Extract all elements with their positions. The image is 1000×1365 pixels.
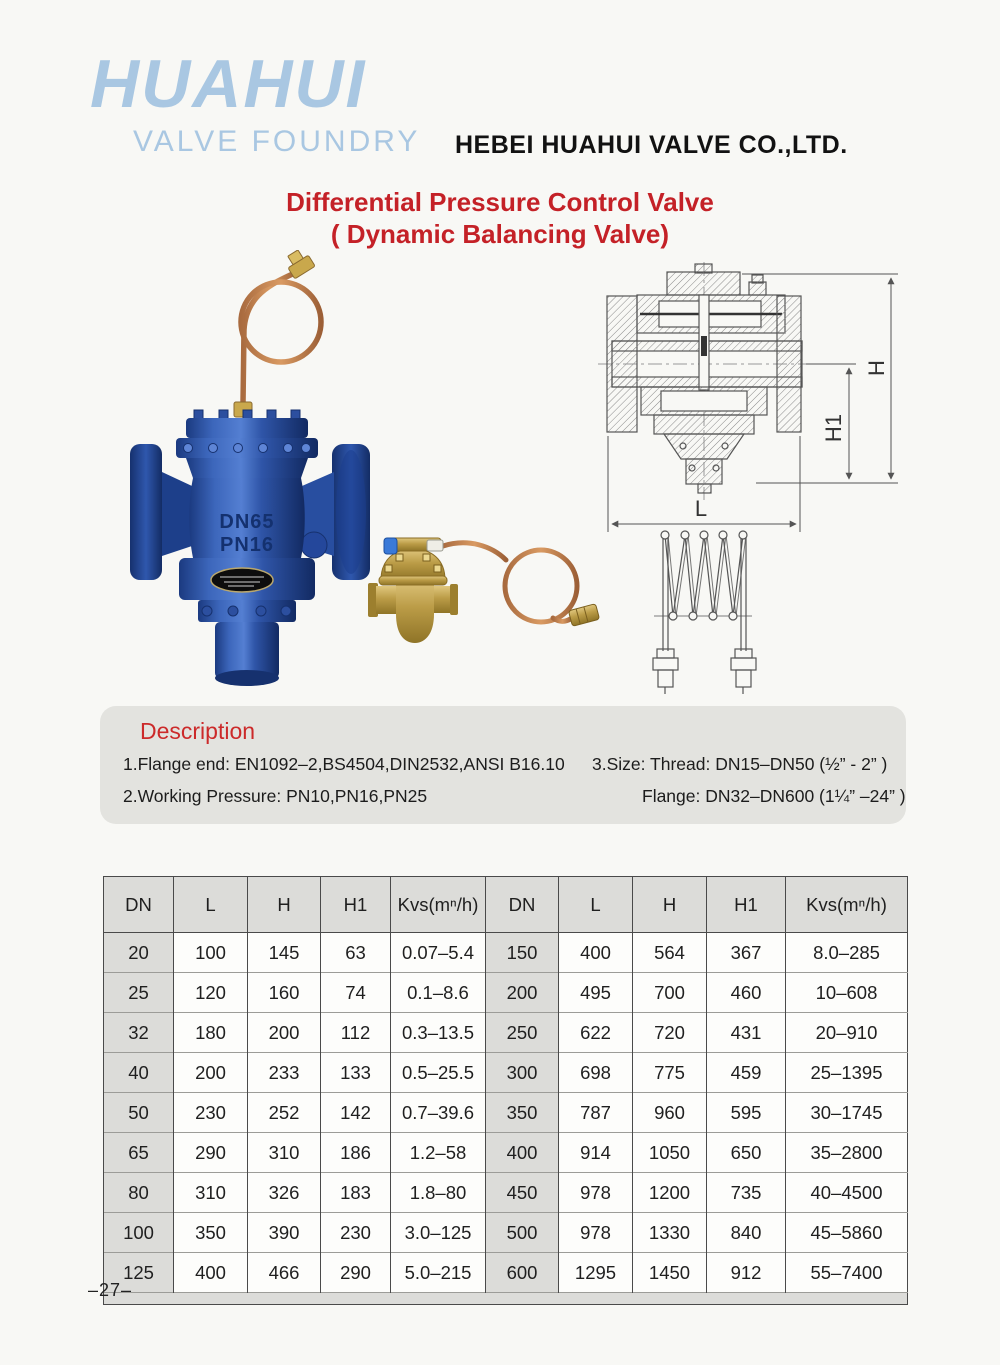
column-header: H xyxy=(633,877,707,933)
blue-valve-photo xyxy=(130,250,370,686)
table-row xyxy=(104,1293,908,1305)
column-header: L xyxy=(174,877,248,933)
dn-cell: 500 xyxy=(486,1213,559,1253)
dimensions-table xyxy=(103,876,908,1305)
value-cell: 720 xyxy=(633,1013,707,1053)
value-cell: 0.5–25.5 xyxy=(391,1053,486,1093)
dim-label-h: H xyxy=(864,360,889,376)
table-row xyxy=(104,973,908,1013)
column-header: H1 xyxy=(707,877,786,933)
column-header: Kvs(mⁿ/h) xyxy=(786,877,908,933)
table-bottom-strip xyxy=(104,1293,908,1305)
value-cell: 63 xyxy=(321,933,391,973)
dn-cell: 150 xyxy=(486,933,559,973)
value-cell: 40–4500 xyxy=(786,1173,908,1213)
value-cell: 310 xyxy=(248,1133,321,1173)
table-row xyxy=(104,933,908,973)
value-cell: 978 xyxy=(559,1173,633,1213)
description-item-size-thread: 3.Size: Thread: DN15–DN50 (½” - 2” ) xyxy=(592,754,888,774)
value-cell: 8.0–285 xyxy=(786,933,908,973)
table-row xyxy=(104,1213,908,1253)
value-cell: 390 xyxy=(248,1213,321,1253)
value-cell: 160 xyxy=(248,973,321,1013)
column-header: DN xyxy=(104,877,174,933)
value-cell: 10–608 xyxy=(786,973,908,1013)
value-cell: 0.07–5.4 xyxy=(391,933,486,973)
table-row xyxy=(104,1253,908,1293)
value-cell: 142 xyxy=(321,1093,391,1133)
value-cell: 30–1745 xyxy=(786,1093,908,1133)
value-cell: 0.7–39.6 xyxy=(391,1093,486,1133)
page-number: –27– xyxy=(88,1280,133,1300)
value-cell: 460 xyxy=(707,973,786,1013)
dn-cell: 200 xyxy=(486,973,559,1013)
brass-valve-blue-cap xyxy=(384,538,397,554)
value-cell: 400 xyxy=(174,1253,248,1293)
value-cell: 735 xyxy=(707,1173,786,1213)
column-header: H1 xyxy=(321,877,391,933)
description-heading: Description xyxy=(140,718,256,744)
logo-subtitle: VALVE FOUNDRY xyxy=(133,125,421,158)
dn-cell: 100 xyxy=(104,1213,174,1253)
value-cell: 183 xyxy=(321,1173,391,1213)
brass-valve-photo xyxy=(368,538,600,643)
value-cell: 1200 xyxy=(633,1173,707,1213)
value-cell: 1295 xyxy=(559,1253,633,1293)
dn-cell: 32 xyxy=(104,1013,174,1053)
value-cell: 775 xyxy=(633,1053,707,1093)
value-cell: 595 xyxy=(707,1093,786,1133)
value-cell: 495 xyxy=(559,973,633,1013)
value-cell: 700 xyxy=(633,973,707,1013)
dn-cell: 125 xyxy=(104,1253,174,1293)
blue-valve-marking-dn: DN65 xyxy=(219,511,275,533)
value-cell: 326 xyxy=(248,1173,321,1213)
value-cell: 45–5860 xyxy=(786,1213,908,1253)
value-cell: 35–2800 xyxy=(786,1133,908,1173)
dn-cell: 20 xyxy=(104,933,174,973)
dn-cell: 600 xyxy=(486,1253,559,1293)
value-cell: 1050 xyxy=(633,1133,707,1173)
product-title-line2: ( Dynamic Balancing Valve) xyxy=(330,219,670,249)
value-cell: 912 xyxy=(707,1253,786,1293)
table-row xyxy=(104,1053,908,1093)
value-cell: 230 xyxy=(321,1213,391,1253)
dn-cell: 400 xyxy=(486,1133,559,1173)
value-cell: 0.3–13.5 xyxy=(391,1013,486,1053)
table-row xyxy=(104,1093,908,1133)
value-cell: 252 xyxy=(248,1093,321,1133)
value-cell: 840 xyxy=(707,1213,786,1253)
value-cell: 200 xyxy=(174,1053,248,1093)
value-cell: 350 xyxy=(174,1213,248,1253)
dn-cell: 40 xyxy=(104,1053,174,1093)
value-cell: 564 xyxy=(633,933,707,973)
value-cell: 1330 xyxy=(633,1213,707,1253)
company-name: HEBEI HUAHUI VALVE CO.,LTD. xyxy=(455,131,848,159)
value-cell: 290 xyxy=(321,1253,391,1293)
capillary-tube-drawing xyxy=(653,531,756,694)
value-cell: 186 xyxy=(321,1133,391,1173)
valve-nameplate xyxy=(211,568,273,592)
dn-cell: 50 xyxy=(104,1093,174,1133)
value-cell: 914 xyxy=(559,1133,633,1173)
value-cell: 459 xyxy=(707,1053,786,1093)
value-cell: 133 xyxy=(321,1053,391,1093)
value-cell: 20–910 xyxy=(786,1013,908,1053)
description-item-working-pressure: 2.Working Pressure: PN10,PN16,PN25 xyxy=(123,786,428,806)
value-cell: 100 xyxy=(174,933,248,973)
value-cell: 650 xyxy=(707,1133,786,1173)
value-cell: 431 xyxy=(707,1013,786,1053)
dn-cell: 350 xyxy=(486,1093,559,1133)
dn-cell: 65 xyxy=(104,1133,174,1173)
dn-cell: 300 xyxy=(486,1053,559,1093)
value-cell: 120 xyxy=(174,973,248,1013)
dn-cell: 80 xyxy=(104,1173,174,1213)
table-row xyxy=(104,1173,908,1213)
value-cell: 0.1–8.6 xyxy=(391,973,486,1013)
dn-cell: 25 xyxy=(104,973,174,1013)
logo-huahui: HUAHUI xyxy=(90,46,367,122)
description-item-flange-end: 1.Flange end: EN1092–2,BS4504,DIN2532,ANSI B16.10 xyxy=(123,754,565,774)
dim-label-h1: H1 xyxy=(821,413,846,443)
value-cell: 787 xyxy=(559,1093,633,1133)
value-cell: 622 xyxy=(559,1013,633,1053)
blue-valve-marking-pn: PN16 xyxy=(219,534,275,556)
value-cell: 310 xyxy=(174,1173,248,1213)
value-cell: 55–7400 xyxy=(786,1253,908,1293)
table-row xyxy=(104,1133,908,1173)
value-cell: 400 xyxy=(559,933,633,973)
column-header: DN xyxy=(486,877,559,933)
value-cell: 200 xyxy=(248,1013,321,1053)
table-row xyxy=(104,1013,908,1053)
value-cell: 112 xyxy=(321,1013,391,1053)
value-cell: 466 xyxy=(248,1253,321,1293)
value-cell: 698 xyxy=(559,1053,633,1093)
value-cell: 233 xyxy=(248,1053,321,1093)
value-cell: 180 xyxy=(174,1013,248,1053)
table-footer-strip xyxy=(104,1293,908,1305)
dn-cell: 450 xyxy=(486,1173,559,1213)
column-header: L xyxy=(559,877,633,933)
value-cell: 5.0–215 xyxy=(391,1253,486,1293)
value-cell: 290 xyxy=(174,1133,248,1173)
value-cell: 1.8–80 xyxy=(391,1173,486,1213)
value-cell: 367 xyxy=(707,933,786,973)
value-cell: 978 xyxy=(559,1213,633,1253)
description-item-size-flange: Flange: DN32–DN600 (1¼” –24” ) xyxy=(642,786,906,806)
value-cell: 1450 xyxy=(633,1253,707,1293)
value-cell: 25–1395 xyxy=(786,1053,908,1093)
table-row xyxy=(104,877,908,933)
value-cell: 1.2–58 xyxy=(391,1133,486,1173)
value-cell: 74 xyxy=(321,973,391,1013)
product-title-line1: Differential Pressure Control Valve xyxy=(286,187,714,217)
dim-label-l: L xyxy=(694,496,708,521)
value-cell: 145 xyxy=(248,933,321,973)
column-header: H xyxy=(248,877,321,933)
description-panel xyxy=(100,706,906,824)
dn-cell: 250 xyxy=(486,1013,559,1053)
table-header-row xyxy=(104,877,908,933)
value-cell: 230 xyxy=(174,1093,248,1133)
figures-illustration xyxy=(90,250,970,710)
value-cell: 960 xyxy=(633,1093,707,1133)
value-cell: 3.0–125 xyxy=(391,1213,486,1253)
column-header: Kvs(mⁿ/h) xyxy=(391,877,486,933)
valve-cross-section-drawing xyxy=(598,262,812,500)
table-body xyxy=(104,933,908,1293)
